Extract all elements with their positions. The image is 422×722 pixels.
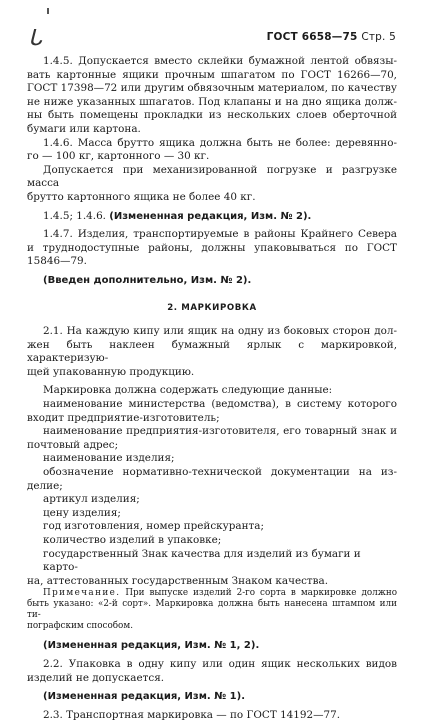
standard-number: ГОСТ 6658—75	[266, 31, 358, 43]
marking-intro: Маркировка должна содержать следующие данные:	[43, 384, 333, 397]
list-item-continuation: на, аттестованных государственным Знаком качества.	[27, 574, 329, 587]
text-line: жен быть наклеен бумажный ярлык с маркировкой, характеризую-	[27, 338, 397, 365]
text-line: бумаги или картона.	[27, 122, 141, 135]
text-line: Допускается при механизированной погрузке и разгрузке масса	[27, 163, 397, 190]
text-line: ны быть помещены прокладки из нескольких слоев оберточной	[27, 109, 397, 122]
revision-label: (Измененная редакция, Изм. № 1).	[43, 691, 246, 703]
clause-2-3: 2.3. Транспортная маркировка — по ГОСТ 14192—77.	[43, 708, 341, 721]
introduced-note	[27, 274, 397, 288]
note-text: пографским способом.	[27, 621, 133, 632]
text-line: 2.1. На каждую кипу или ящик на одну из боковых сторон дол-	[43, 325, 397, 338]
list-item-continuation: входит предприятие-изготовитель;	[27, 411, 220, 424]
text-line: не ниже указанных шпагатов. Под клапаны и на дно ящика долж-	[27, 95, 397, 108]
revision-note-1	[27, 210, 397, 224]
text-line: 1.4.6. Масса брутто ящика должна быть не более: деревянно-	[43, 136, 397, 149]
page-header	[267, 31, 396, 43]
list-item: наименование изделия;	[43, 452, 175, 465]
note-label: Примечание.	[43, 588, 121, 599]
list-item: государственный Знак качества для изделий из бумаги и карто-	[43, 547, 361, 574]
text-line: 1.4.7. Изделия, транспортируемые в районы Крайнего Севера	[43, 228, 397, 241]
revision-clauses: 1.4.5; 1.4.6.	[43, 209, 106, 222]
text-line: брутто картонного ящика не более 40 кг.	[27, 190, 256, 203]
text-line: вать картонные ящики прочным шпагатом по ГОСТ 16266—70,	[27, 68, 397, 81]
introduced-label: (Введен дополнительно, Изм. № 2).	[43, 274, 252, 286]
revision-label: (Измененная редакция, Изм. № 1, 2).	[43, 640, 260, 652]
clause-1-4-7	[27, 228, 397, 269]
list-item: обозначение нормативно-технической документации на из-	[43, 466, 397, 479]
list-item: наименование предприятия-изготовителя, его товарный знак и	[43, 425, 397, 438]
list-item-continuation: делие;	[27, 479, 63, 492]
handwritten-corner-mark: ᒐ	[28, 26, 42, 51]
list-item: цену изделия;	[43, 506, 121, 519]
text-line: 1.4.5. Допускается вместо склейки бумажной лентой обвязы-	[43, 55, 397, 67]
clause-1-4-5	[27, 55, 397, 137]
text-line: 2.2. Упаковка в одну кипу или один ящик нескольких видов	[43, 657, 397, 670]
page-number: Стр. 5	[361, 31, 396, 43]
revision-note-2	[27, 639, 397, 653]
text-line: 15846—79.	[27, 255, 87, 268]
section-title: 2. МАРКИРОВКА	[167, 302, 257, 313]
list-item: год изготовления, номер прейскуранта;	[43, 520, 264, 533]
clause-2-1	[27, 325, 397, 379]
text-line: изделий не допускается.	[27, 671, 165, 684]
list-item: количество изделий в упаковке;	[43, 534, 222, 546]
list-item: артикул изделия;	[43, 493, 140, 506]
document-body	[27, 55, 397, 722]
clause-2-2	[27, 658, 397, 685]
revision-note-3	[27, 690, 397, 704]
footnote	[27, 588, 397, 632]
list-item-continuation: почтовый адрес;	[27, 438, 119, 451]
note-text: При выпуске изделий 2-го сорта в маркировке должно	[125, 588, 397, 599]
clause-1-4-6-addendum	[27, 164, 397, 205]
text-line: щей упакованную продукцию.	[27, 365, 195, 378]
marking-list	[27, 398, 397, 588]
list-item: наименование министерства (ведомства), в систему которого	[43, 398, 397, 411]
note-text: быть указано: «2-й сорт». Маркировка должна быть нанесена штампом или ти-	[27, 599, 397, 621]
scan-mark	[47, 8, 49, 14]
revision-label: (Измененная редакция, Изм. № 2).	[109, 210, 312, 222]
text-line: ГОСТ 17398—72 или другим обвязочным материалом, по качеству	[27, 82, 397, 95]
text-line: го — 100 кг, картонного — 30 кг.	[27, 150, 210, 163]
text-line: и труднодоступные районы, должны упаковываться по ГОСТ	[27, 241, 397, 254]
clause-1-4-6	[27, 137, 397, 164]
